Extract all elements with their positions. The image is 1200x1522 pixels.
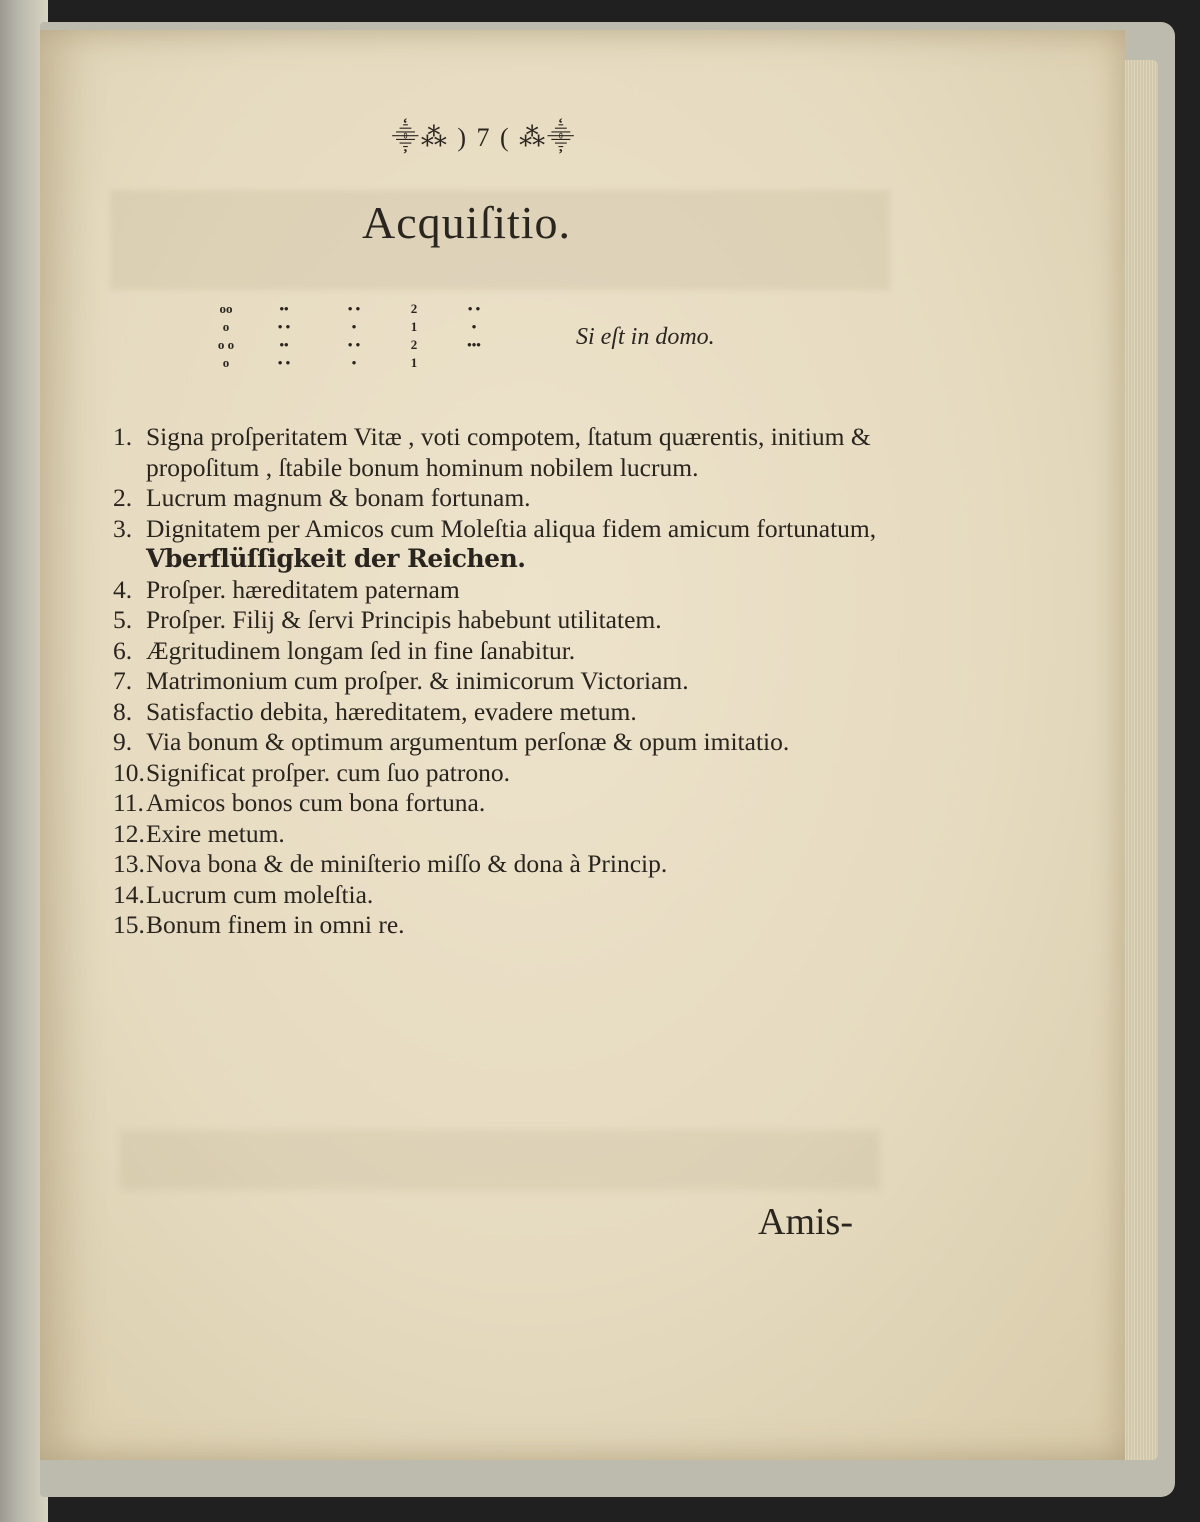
- list-item: [113, 575, 903, 606]
- figure-mark: 1: [410, 319, 418, 334]
- figure-mark: ••: [279, 337, 289, 352]
- figure-mark: • •: [347, 301, 361, 316]
- entry-number: 5.: [113, 605, 133, 634]
- entry-number: 8.: [113, 696, 133, 726]
- figure-mark: • •: [467, 301, 481, 316]
- entry-text: Proſper. hæreditatem paternam: [146, 574, 460, 604]
- figure-mark: • •: [277, 355, 291, 370]
- entry-number: 15.: [113, 910, 145, 939]
- list-item: [113, 788, 903, 819]
- list-item: [113, 422, 903, 483]
- entry-text: Significat proſper. cum ſuo patrono.: [146, 757, 511, 787]
- list-item: [113, 483, 903, 514]
- entry-text: Via bonum & optimum argumentum perſonæ & opum imitatio.: [146, 727, 790, 756]
- entry-text: Satisfactio debita, hæreditatem, evadere metum.: [146, 696, 637, 726]
- catchword: Amis-: [758, 1201, 853, 1243]
- figure-mark: o: [222, 319, 230, 334]
- entry-number: 13.: [113, 849, 145, 878]
- geomantic-figures: [208, 300, 508, 380]
- figure-mark: 2: [410, 337, 418, 352]
- entry-text: Dignitatem per Amicos cum Moleſtia aliqua fidem amicum fortunatum,: [146, 513, 877, 543]
- figure-mark: o: [222, 355, 230, 370]
- figure-column: [456, 300, 492, 354]
- list-item: [113, 880, 903, 911]
- list-item: [113, 727, 903, 758]
- figure-mark: •••: [467, 337, 481, 352]
- figure-mark: o o: [217, 337, 235, 352]
- entry-number: 11.: [113, 788, 144, 817]
- entry-number: 9.: [113, 727, 133, 756]
- list-item: [113, 697, 903, 728]
- entry-number: 12.: [113, 818, 145, 848]
- entry-number: 6.: [113, 635, 133, 665]
- entry-list: [113, 422, 903, 941]
- figure-mark: •: [351, 319, 357, 334]
- figure-column: [396, 300, 432, 372]
- list-item: [113, 605, 903, 636]
- list-item: [113, 758, 903, 789]
- figure-mark: • •: [347, 337, 361, 352]
- entry-text: Proſper. Filij & ſervi Principis habebunt utilitatem.: [146, 605, 662, 634]
- page-title: Acquiſitio.: [362, 197, 572, 248]
- list-item: [113, 636, 903, 667]
- entry-text: Bonum finem in omni re.: [146, 910, 405, 939]
- figure-mark: •: [351, 355, 357, 370]
- list-item: [113, 514, 903, 575]
- figure-mark: 1: [410, 355, 418, 370]
- entry-text: Matrimonium cum proſper. & inimicorum Victoriam.: [146, 666, 689, 695]
- figure-mark: 2: [410, 301, 418, 316]
- entry-text: Amicos bonos cum bona fortuna.: [146, 788, 486, 817]
- entry-number: 4.: [113, 574, 133, 604]
- blackletter-phrase: Vberflüſſigkeit der Reichen.: [146, 544, 526, 573]
- figure-column: [208, 300, 244, 372]
- entry-text: Ægritudinem longam ſed in fine ſanabitur.: [146, 635, 576, 665]
- list-item: [113, 666, 903, 697]
- entry-number: 14.: [113, 879, 145, 909]
- figure-mark: • •: [277, 319, 291, 334]
- entry-number: 3.: [113, 513, 133, 543]
- figure-mark: ••: [279, 301, 289, 316]
- figure-column: [266, 300, 302, 372]
- entry-number: 10.: [113, 757, 145, 787]
- figure-mark: oo: [219, 301, 233, 316]
- entry-number: 7.: [113, 666, 133, 695]
- entry-number: 1.: [113, 422, 133, 451]
- figure-mark: •: [471, 319, 477, 334]
- entry-text: Exire metum.: [146, 818, 285, 848]
- figure-caption: Si eſt in domo.: [576, 324, 715, 350]
- entry-text: Lucrum magnum & bonam fortunam.: [146, 483, 531, 512]
- entry-text: Nova bona & de miniſterio miſſo & dona à Princip.: [146, 849, 668, 878]
- entry-number: 2.: [113, 483, 133, 512]
- entry-text: Lucrum cum moleſtia.: [146, 879, 374, 909]
- list-item: [113, 910, 903, 941]
- entry-text: Signa proſperitatem Vitæ , voti compotem, ſtatum quærentis, initium & propoſitum , ſtabile bonum hominum nobilem lucrum.: [146, 422, 871, 482]
- list-item: [113, 819, 903, 850]
- page-stain: [120, 1130, 880, 1190]
- page-header-ornament: ⸎⁂ ) 7 ( ⁂⸎: [391, 123, 577, 152]
- figure-column: [336, 300, 372, 372]
- list-item: [113, 849, 903, 880]
